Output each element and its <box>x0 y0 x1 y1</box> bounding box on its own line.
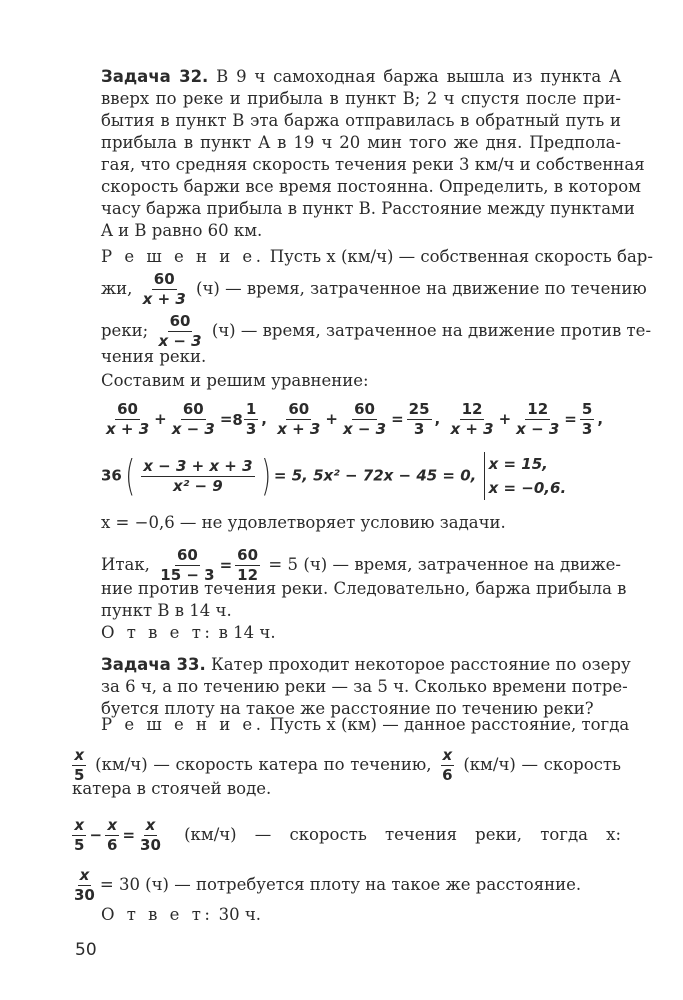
equation-system: x = 15, x = −0,6. <box>484 452 567 500</box>
task32-solution-line-4: чения реки. <box>101 347 207 366</box>
task32-line-3: бытия в пункт B эта баржа отправилась в обратный путь и <box>101 111 621 130</box>
task33-solution-line-3: катера в стоячей воде. <box>72 779 272 798</box>
task32-line-7: часу баржа прибыла в пункт B. Расстояние между пунктами <box>101 199 635 218</box>
task33-answer: О т в е т: 30 ч. <box>101 905 262 924</box>
rejection-line: x = −0,6 — не удовлетворяет условию задачи. <box>101 513 506 532</box>
conclusion-line-3: пункт B в 14 ч. <box>101 601 232 620</box>
equation-line-1: $\frac{60}{x + 3}$ + $\frac{60}{x - 3}$ = 8 $\frac{1}{3}$ , $\frac{60}{x + 3}$ + $\frac{60}{x - 3}$ = $\frac{25}{3}$ , $\frac{12}{x + 3}$ + $\frac{12}{x - 3}$ = $\frac{5}{3}$ , <box>106 400 604 438</box>
task32-line-1: Задача 32. В 9 ч самоходная баржа вышла из пункта A <box>101 67 621 86</box>
page-number: 50 <box>75 940 97 960</box>
fraction: $\frac{60}{x + 3}$ <box>142 270 186 308</box>
conclusion-line-2: ние против течения реки. Следовательно, баржа прибыла в <box>101 579 627 598</box>
task33-line-3: буется плоту на такое же расстояние по течению реки? <box>101 699 594 718</box>
equation-line-2: 36 ( $\frac{x - 3 + x + 3}{\text{x² − 9}}$ ) = 5, 5x² − 72x − 45 = 0, x = 15, x = −0,6. <box>101 451 567 500</box>
task32-solution-line-2: жи, $\frac{60}{x + 3}$ (ч) — время, затраченное на движение по течению <box>101 270 647 308</box>
task32-label: Задача 32. <box>101 67 209 86</box>
task32-solution-line-1: Р е ш е н и е. Пусть x (км/ч) — собственная скорость бар- <box>101 247 653 266</box>
task32-line-8: A и B равно 60 км. <box>101 221 263 240</box>
solution-word: Р е ш е н и е. <box>101 247 265 266</box>
task32-line-2: вверх по реке и прибыла в пункт B; 2 ч спустя после при- <box>101 89 621 108</box>
make-equation-line: Составим и решим уравнение: <box>101 371 369 390</box>
task33-line-2: за 6 ч, а по течению реки — за 5 ч. Сколько времени потре- <box>101 677 628 696</box>
fraction: $\frac{60}{x - 3}$ <box>158 312 202 350</box>
conclusion-line-1: Итак, $\frac{60}{15 - 3}$ = $\frac{60}{12}$ = 5 (ч) — время, затраченное на движе- <box>101 546 621 584</box>
task32-solution-line-3: реки; $\frac{60}{x - 3}$ (ч) — время, затраченное на движение против те- <box>101 312 652 350</box>
task33-line-1: Задача 33. Катер проходит некоторое расстояние по озеру <box>101 655 631 674</box>
task33-solution-line-4: $\frac{x}{5}$ − $\frac{x}{6}$ = $\frac{x}{30}$ (км/ч) — скорость течения реки, тогда x: <box>74 816 622 854</box>
task32-line-4: прибыла в пункт A в 19 ч 20 мин того же дня. Предпола- <box>101 133 621 152</box>
task33-solution-line-1: Р е ш е н и е. Пусть x (км) — данное расстояние, тогда <box>101 715 630 734</box>
task33-solution-line-5: $\frac{x}{30}$ = 30 (ч) — потребуется плоту на такое же расстояние. <box>74 866 582 904</box>
task32-line-5: гая, что средняя скорость течения реки 3 км/ч и собственная <box>101 155 645 174</box>
task32-answer: О т в е т: в 14 ч. <box>101 623 276 642</box>
task33-solution-line-2: $\frac{x}{5}$ (км/ч) — скорость катера по течению, $\frac{x}{6}$ (км/ч) — скорость <box>74 746 622 784</box>
task32-line-6: скорость баржи все время постоянна. Определить, в котором <box>101 177 641 196</box>
task33-label: Задача 33. <box>101 655 206 674</box>
